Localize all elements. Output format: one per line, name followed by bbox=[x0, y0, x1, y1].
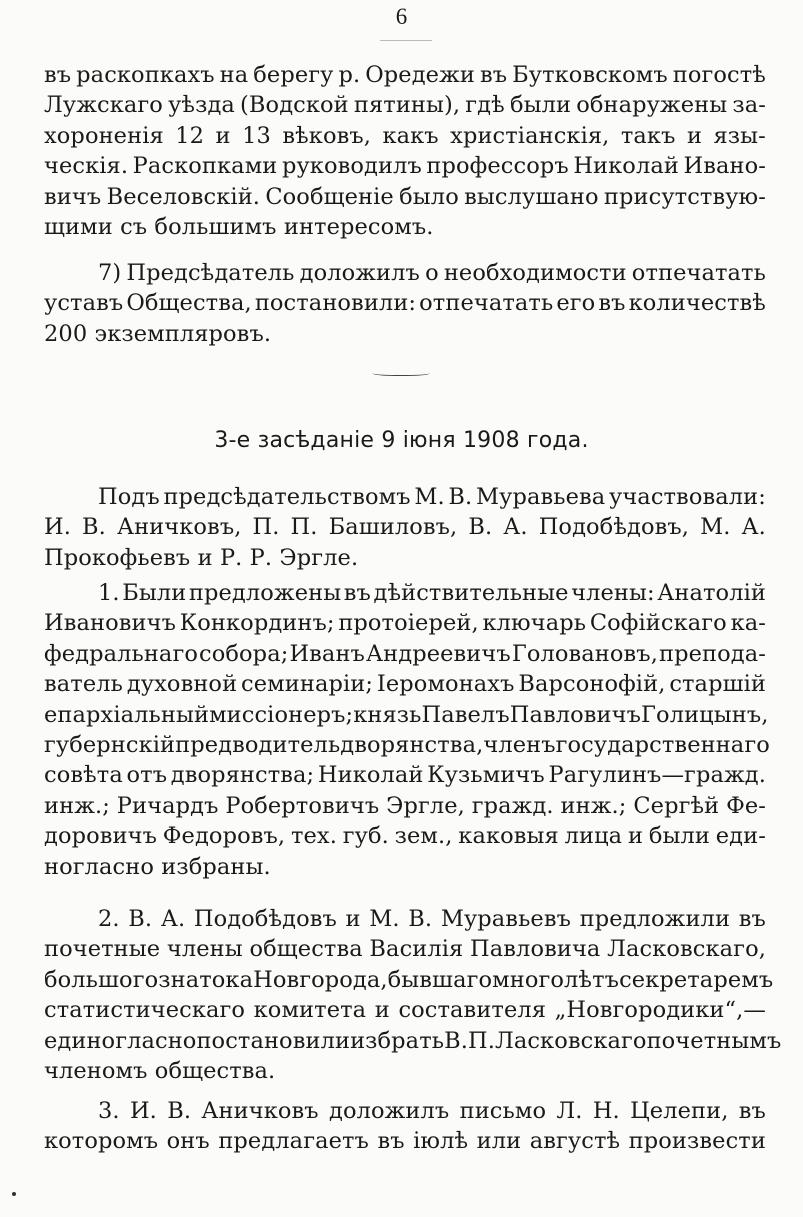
text-line: И. В. Аничковъ, П. П. Башиловъ, В. А. Подобѣдовъ, М. А. bbox=[44, 514, 766, 541]
item-1-paragraph bbox=[44, 578, 770, 882]
session-heading: 3-е засѣданіе 9 іюня 1908 года. bbox=[214, 428, 589, 453]
text-line: въ раскопкахъ на берегу р. Оредежи въ Бутковскомъ погостѣ bbox=[44, 62, 766, 88]
continued-paragraph bbox=[44, 60, 766, 242]
text-line: 200 экземпляровъ. bbox=[44, 320, 272, 347]
attendance-paragraph bbox=[44, 482, 766, 573]
page-number-rule bbox=[380, 40, 432, 41]
text-line: 1. Были предложены въ дѣйствительные члены: Анатолій bbox=[98, 580, 766, 606]
section-separator bbox=[372, 369, 430, 376]
text-line: почетные члены общества Василія Павловича Ласковскаго, bbox=[44, 936, 766, 963]
text-line: Ивановичъ Конкординъ; протоіерей, ключарь Софійскаго ка- bbox=[44, 610, 766, 637]
text-line: федральнаго собора; Иванъ Андреевичъ Головановъ, препода- bbox=[44, 640, 766, 667]
page-number: 6 bbox=[395, 4, 408, 29]
text-line: губернскій предводитель дворянства, членъ государственнаго bbox=[44, 731, 770, 758]
item-2-paragraph bbox=[44, 904, 782, 1086]
text-line: 3. И. В. Аничковъ доложилъ письмо Л. Н. Целепи, въ bbox=[98, 1098, 766, 1124]
text-line: щими съ большимъ интересомъ. bbox=[44, 213, 434, 240]
text-line: Подъ предсѣдательствомъ М. В. Муравьева участвовали: bbox=[98, 484, 766, 510]
text-line: инж.; Ричардъ Робертовичъ Эргле, гражд. инж.; Сергѣй Фе- bbox=[44, 792, 766, 819]
text-line: статистическаго комитета и составителя „Новгородики“,— bbox=[44, 997, 766, 1024]
text-line: Лужскаго уѣзда (Водской пятины), гдѣ были обнаружены за- bbox=[44, 92, 766, 119]
text-line: которомъ онъ предлагаетъ въ іюлѣ или августѣ произвести bbox=[44, 1128, 766, 1155]
text-line: большого знатока Новгорода, бывшаго много лѣтъ секретаремъ bbox=[44, 966, 774, 993]
text-line: единогласно постановили избрать В. П. Ласковскаго почетнымъ bbox=[44, 1027, 782, 1054]
text-line: уставъ Общества, постановили: отпечатать его въ количествѣ bbox=[44, 290, 766, 317]
text-line: доровичъ Федоровъ, тех. губ. зем., каковыя лица и были еди- bbox=[44, 823, 766, 850]
text-line: Прокофьевъ и Р. Р. Эргле. bbox=[44, 544, 359, 571]
text-line: хороненія 12 и 13 вѣковъ, какъ христіанскія, такъ и язы- bbox=[44, 122, 766, 149]
text-line: ногласно избраны. bbox=[44, 853, 271, 880]
text-line: членомъ общества. bbox=[44, 1057, 276, 1084]
margin-dot bbox=[12, 1192, 16, 1196]
text-line: ватель духовной семинаріи; Іеромонахъ Варсонофій, старшій bbox=[44, 671, 766, 698]
text-line: ческія. Раскопками руководилъ профессоръ Николай Ивано- bbox=[44, 153, 766, 180]
text-line: совѣта отъ дворянства; Николай Кузьмичъ Рагулинъ—гражд. bbox=[44, 762, 766, 789]
text-line: 7) Предсѣдатель доложилъ о необходимости отпечатать bbox=[98, 260, 766, 286]
text-line: епархіальный миссіонеръ; князь Павелъ Павловичъ Голицынъ, bbox=[44, 701, 769, 728]
item-3-paragraph bbox=[44, 1096, 766, 1157]
text-line: вичъ Веселовскій. Сообщеніе было выслушано присутствую- bbox=[44, 183, 766, 210]
item-7-paragraph bbox=[44, 258, 766, 349]
text-line: 2. В. А. Подобѣдовъ и М. В. Муравьевъ предложили въ bbox=[98, 906, 766, 932]
